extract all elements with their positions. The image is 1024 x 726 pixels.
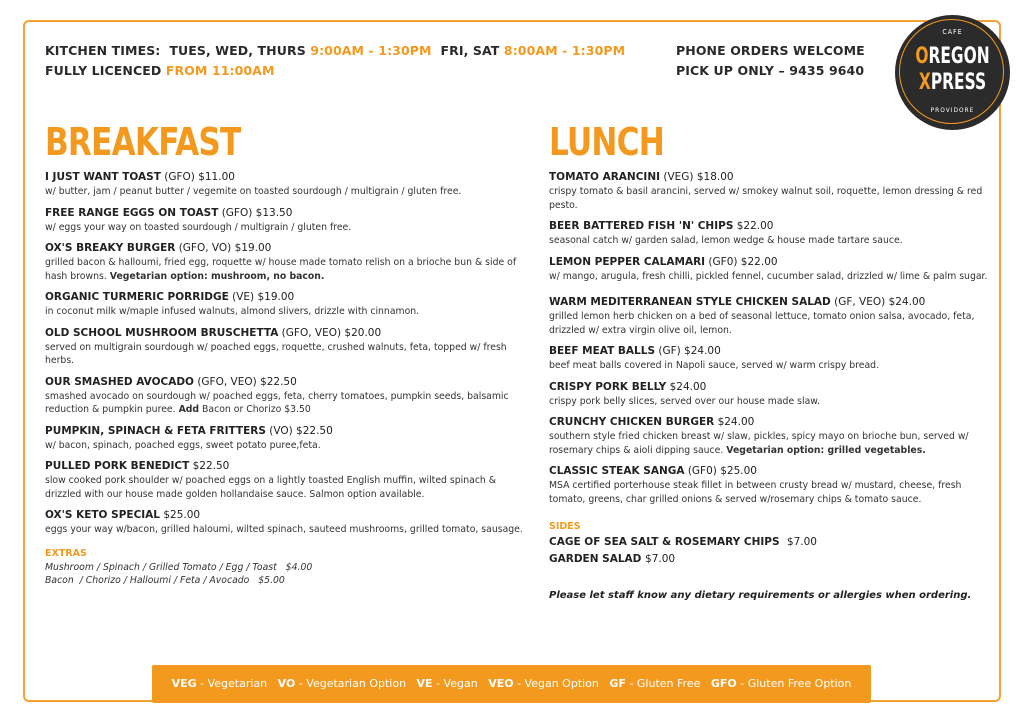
- licence-label: FULLY LICENCED: [45, 63, 162, 78]
- legend-code: GFO: [710, 677, 737, 690]
- phone-line2: PICK UP ONLY – 9435 9640: [676, 63, 865, 78]
- item-desc-text: smashed avocado on sourdough w/ poached eggs, feta, cherry tomatoes, pumpkin seeds, balsamic reduction & pumpkin puree.: [45, 390, 509, 415]
- side-price: $7.00: [645, 553, 676, 565]
- days-weekday: TUES, WED, THURS: [169, 43, 306, 58]
- side-item: [549, 534, 989, 551]
- legend-code: VE: [416, 677, 433, 690]
- item-price: (GF) $24.00: [658, 345, 721, 357]
- item-name: FREE RANGE EGGS ON TOAST: [45, 206, 219, 219]
- item-price: (GF0) $25.00: [687, 465, 757, 477]
- item-price: $24.00: [717, 416, 755, 428]
- item-desc: grilled lemon herb chicken on a bed of seasonal lettuce, tomato onion salsa, avocado, feta, drizzled w/ extra virgin olive oil, lemon.: [549, 311, 975, 336]
- logo-oregon: OREGON: [915, 44, 990, 69]
- item-desc: MSA certified porterhouse steak fillet in between crusty bread w/ mustard, cheese, fresh tomato, greens, char grilled onions & served w/rosemary chips & tomato sauce.: [549, 480, 962, 505]
- legend-code: GF: [609, 677, 626, 690]
- item-price: $22.50: [192, 460, 230, 472]
- dietary-legend: [152, 665, 871, 703]
- item-price: $25.00: [163, 509, 201, 521]
- breakfast-title: BREAKFAST: [45, 120, 241, 164]
- menu-item: [549, 219, 989, 248]
- item-name: I JUST WANT TOAST: [45, 171, 161, 183]
- item-desc-text: grilled bacon & halloumi, fried egg, roquette w/ house made tomato relish on a brioche bun & side of hash browns.: [45, 257, 517, 282]
- item-name: OLD SCHOOL MUSHROOM BRUSCHETTA: [45, 326, 279, 339]
- dietary-note: Please let staff know any dietary requirements or allergies when ordering.: [549, 590, 972, 601]
- item-price: (VE) $19.00: [232, 291, 295, 303]
- licence-time: FROM 11:00AM: [165, 63, 275, 78]
- menu-item: [549, 295, 989, 337]
- item-name: PUMPKIN, SPINACH & FETA FRITTERS: [45, 424, 266, 437]
- menu-item: [45, 241, 525, 283]
- menu-item: [45, 290, 525, 319]
- legend-label: - Vegan Option: [517, 677, 599, 690]
- item-name: OX'S KETO SPECIAL: [45, 509, 160, 521]
- sides-title: SIDES: [549, 521, 581, 532]
- item-name: OX'S BREAKY BURGER: [45, 242, 176, 254]
- legend-label: - Vegan: [436, 677, 478, 690]
- menu-item: [549, 380, 989, 409]
- item-name: LEMON PEPPER CALAMARI: [549, 255, 706, 268]
- menu-item: [549, 344, 989, 373]
- item-add-label: Add: [178, 404, 200, 415]
- item-name: CRISPY PORK BELLY: [549, 380, 667, 393]
- item-price: (GF, VEO) $24.00: [834, 296, 926, 308]
- extras-line2: Bacon / Chorizo / Halloumi / Feta / Avocado $5.00: [45, 575, 285, 586]
- legend-label: - Vegetarian: [200, 677, 268, 690]
- cafe-logo: [895, 15, 1010, 130]
- item-name: PULLED PORK BENEDICT: [45, 460, 190, 472]
- extras-title: EXTRAS: [45, 547, 87, 559]
- days-weekend: FRI, SAT: [440, 43, 500, 58]
- item-add-text: Bacon or Chorizo $3.50: [202, 404, 311, 415]
- item-desc: in coconut milk w/maple infused walnuts, almond slivers, drizzle with cinnamon.: [45, 306, 420, 317]
- item-desc: slow cooked pork shoulder w/ poached eggs on a lightly toasted English muffin, wilted spinach & drizzled with our house made golden hollandaise sauce. Salmon option available.: [45, 475, 497, 500]
- menu-item: [45, 459, 525, 501]
- item-desc: w/ eggs your way on toasted sourdough / multigrain / gluten free.: [45, 221, 352, 233]
- menu-item: [549, 255, 989, 284]
- item-desc: seasonal catch w/ garden salad, lemon wedge & house made tartare sauce.: [549, 235, 903, 246]
- item-price: (GFO, VEO) $20.00: [281, 326, 382, 339]
- item-desc: beef meat balls covered in Napoli sauce, served w/ warm crispy bread.: [549, 360, 880, 371]
- item-desc: eggs your way w/bacon, grilled haloumi, wilted spinach, sauteed mushrooms, grilled tomato, sausage.: [45, 524, 523, 535]
- menu-item: [45, 170, 525, 199]
- phone-line1: PHONE ORDERS WELCOME: [676, 43, 865, 58]
- item-name: BEER BATTERED FISH 'N' CHIPS: [549, 220, 734, 232]
- legend-code: VO: [277, 677, 296, 690]
- legend-code: VEG: [171, 677, 197, 690]
- item-price: (GFO) $13.50: [221, 206, 293, 219]
- menu-item: [549, 464, 989, 506]
- item-veg-option: Vegetarian option: grilled vegetables.: [726, 444, 926, 456]
- item-price: $22.00: [736, 220, 774, 232]
- item-name: BEEF MEAT BALLS: [549, 345, 655, 357]
- menu-item: [45, 375, 525, 417]
- legend-label: - Vegetarian Option: [298, 677, 407, 690]
- item-name: OUR SMASHED AVOCADO: [45, 375, 194, 388]
- menu-item: [45, 206, 525, 235]
- item-name: WARM MEDITERRANEAN STYLE CHICKEN SALAD: [549, 296, 831, 308]
- menu-item: [45, 424, 525, 453]
- item-desc: [45, 390, 525, 417]
- item-desc: served on multigrain sourdough w/ poached eggs, roquette, crushed walnuts, feta, topped w/ fresh herbs.: [45, 341, 507, 366]
- extras-line1: Mushroom / Spinach / Grilled Tomato / Egg / Toast $4.00: [45, 561, 313, 573]
- item-desc: [45, 256, 525, 283]
- side-name: GARDEN SALAD: [549, 553, 642, 565]
- side-price: $7.00: [786, 536, 817, 548]
- kitchen-times: [45, 41, 625, 81]
- time-weekend: 8:00AM - 1:30PM: [503, 43, 626, 58]
- item-price: $24.00: [669, 380, 707, 393]
- side-name: CAGE OF SEA SALT & ROSEMARY CHIPS: [549, 536, 780, 548]
- legend-code: VEO: [488, 677, 514, 690]
- item-name: CLASSIC STEAK SANGA: [549, 465, 685, 477]
- kitchen-label: KITCHEN TIMES:: [45, 43, 161, 58]
- item-name: TOMATO ARANCINI: [549, 171, 661, 183]
- menu-item: [45, 326, 525, 368]
- item-desc: w/ butter, jam / peanut butter / vegemite on toasted sourdough / multigrain / gluten free.: [45, 186, 462, 197]
- phone-orders: [676, 41, 865, 81]
- item-name: ORGANIC TURMERIC PORRIDGE: [45, 291, 229, 303]
- legend-label: - Gluten Free: [629, 677, 701, 690]
- item-price: (VEG) $18.00: [663, 171, 734, 183]
- item-price: (GF0) $22.00: [708, 255, 778, 268]
- legend-label: - Gluten Free Option: [740, 677, 852, 690]
- time-weekday: 9:00AM - 1:30PM: [310, 43, 432, 58]
- menu-item: [549, 415, 989, 457]
- item-veg-option: Vegetarian option: mushroom, no bacon.: [109, 270, 325, 282]
- item-price: (GFO, VEO) $22.50: [197, 375, 297, 388]
- breakfast-column: [45, 120, 525, 588]
- item-price: (GFO) $11.00: [164, 171, 235, 183]
- logo-providore-text: PROVIDORE: [930, 106, 975, 114]
- menu-item: [45, 508, 525, 537]
- side-item: [549, 551, 989, 568]
- item-desc: w/ mango, arugula, fresh chilli, pickled fennel, cucumber salad, drizzled w/ lime & palm sugar.: [549, 270, 988, 282]
- item-desc: w/ bacon, spinach, poached eggs, sweet potato puree,feta.: [45, 439, 321, 451]
- lunch-title: LUNCH: [549, 120, 664, 164]
- item-desc: crispy pork belly slices, served over our house made slaw.: [549, 395, 820, 407]
- logo-cafe-text: CAFE: [942, 28, 963, 36]
- lunch-column: [549, 120, 989, 601]
- item-desc: crispy tomato & basil arancini, served w/ smokey walnut soil, roquette, lemon dressing & red pesto.: [549, 186, 983, 211]
- item-desc: [549, 430, 989, 457]
- item-desc-text: southern style fried chicken breast w/ slaw, pickles, spicy mayo on brioche bun, served w/ rosemary chips & aioli dipping sauce.: [549, 431, 969, 456]
- item-price: (GFO, VO) $19.00: [178, 242, 272, 254]
- menu-item: [549, 170, 989, 212]
- item-price: (VO) $22.50: [269, 424, 333, 437]
- logo-xpress: XPRESS: [918, 70, 987, 95]
- item-name: CRUNCHY CHICKEN BURGER: [549, 416, 715, 428]
